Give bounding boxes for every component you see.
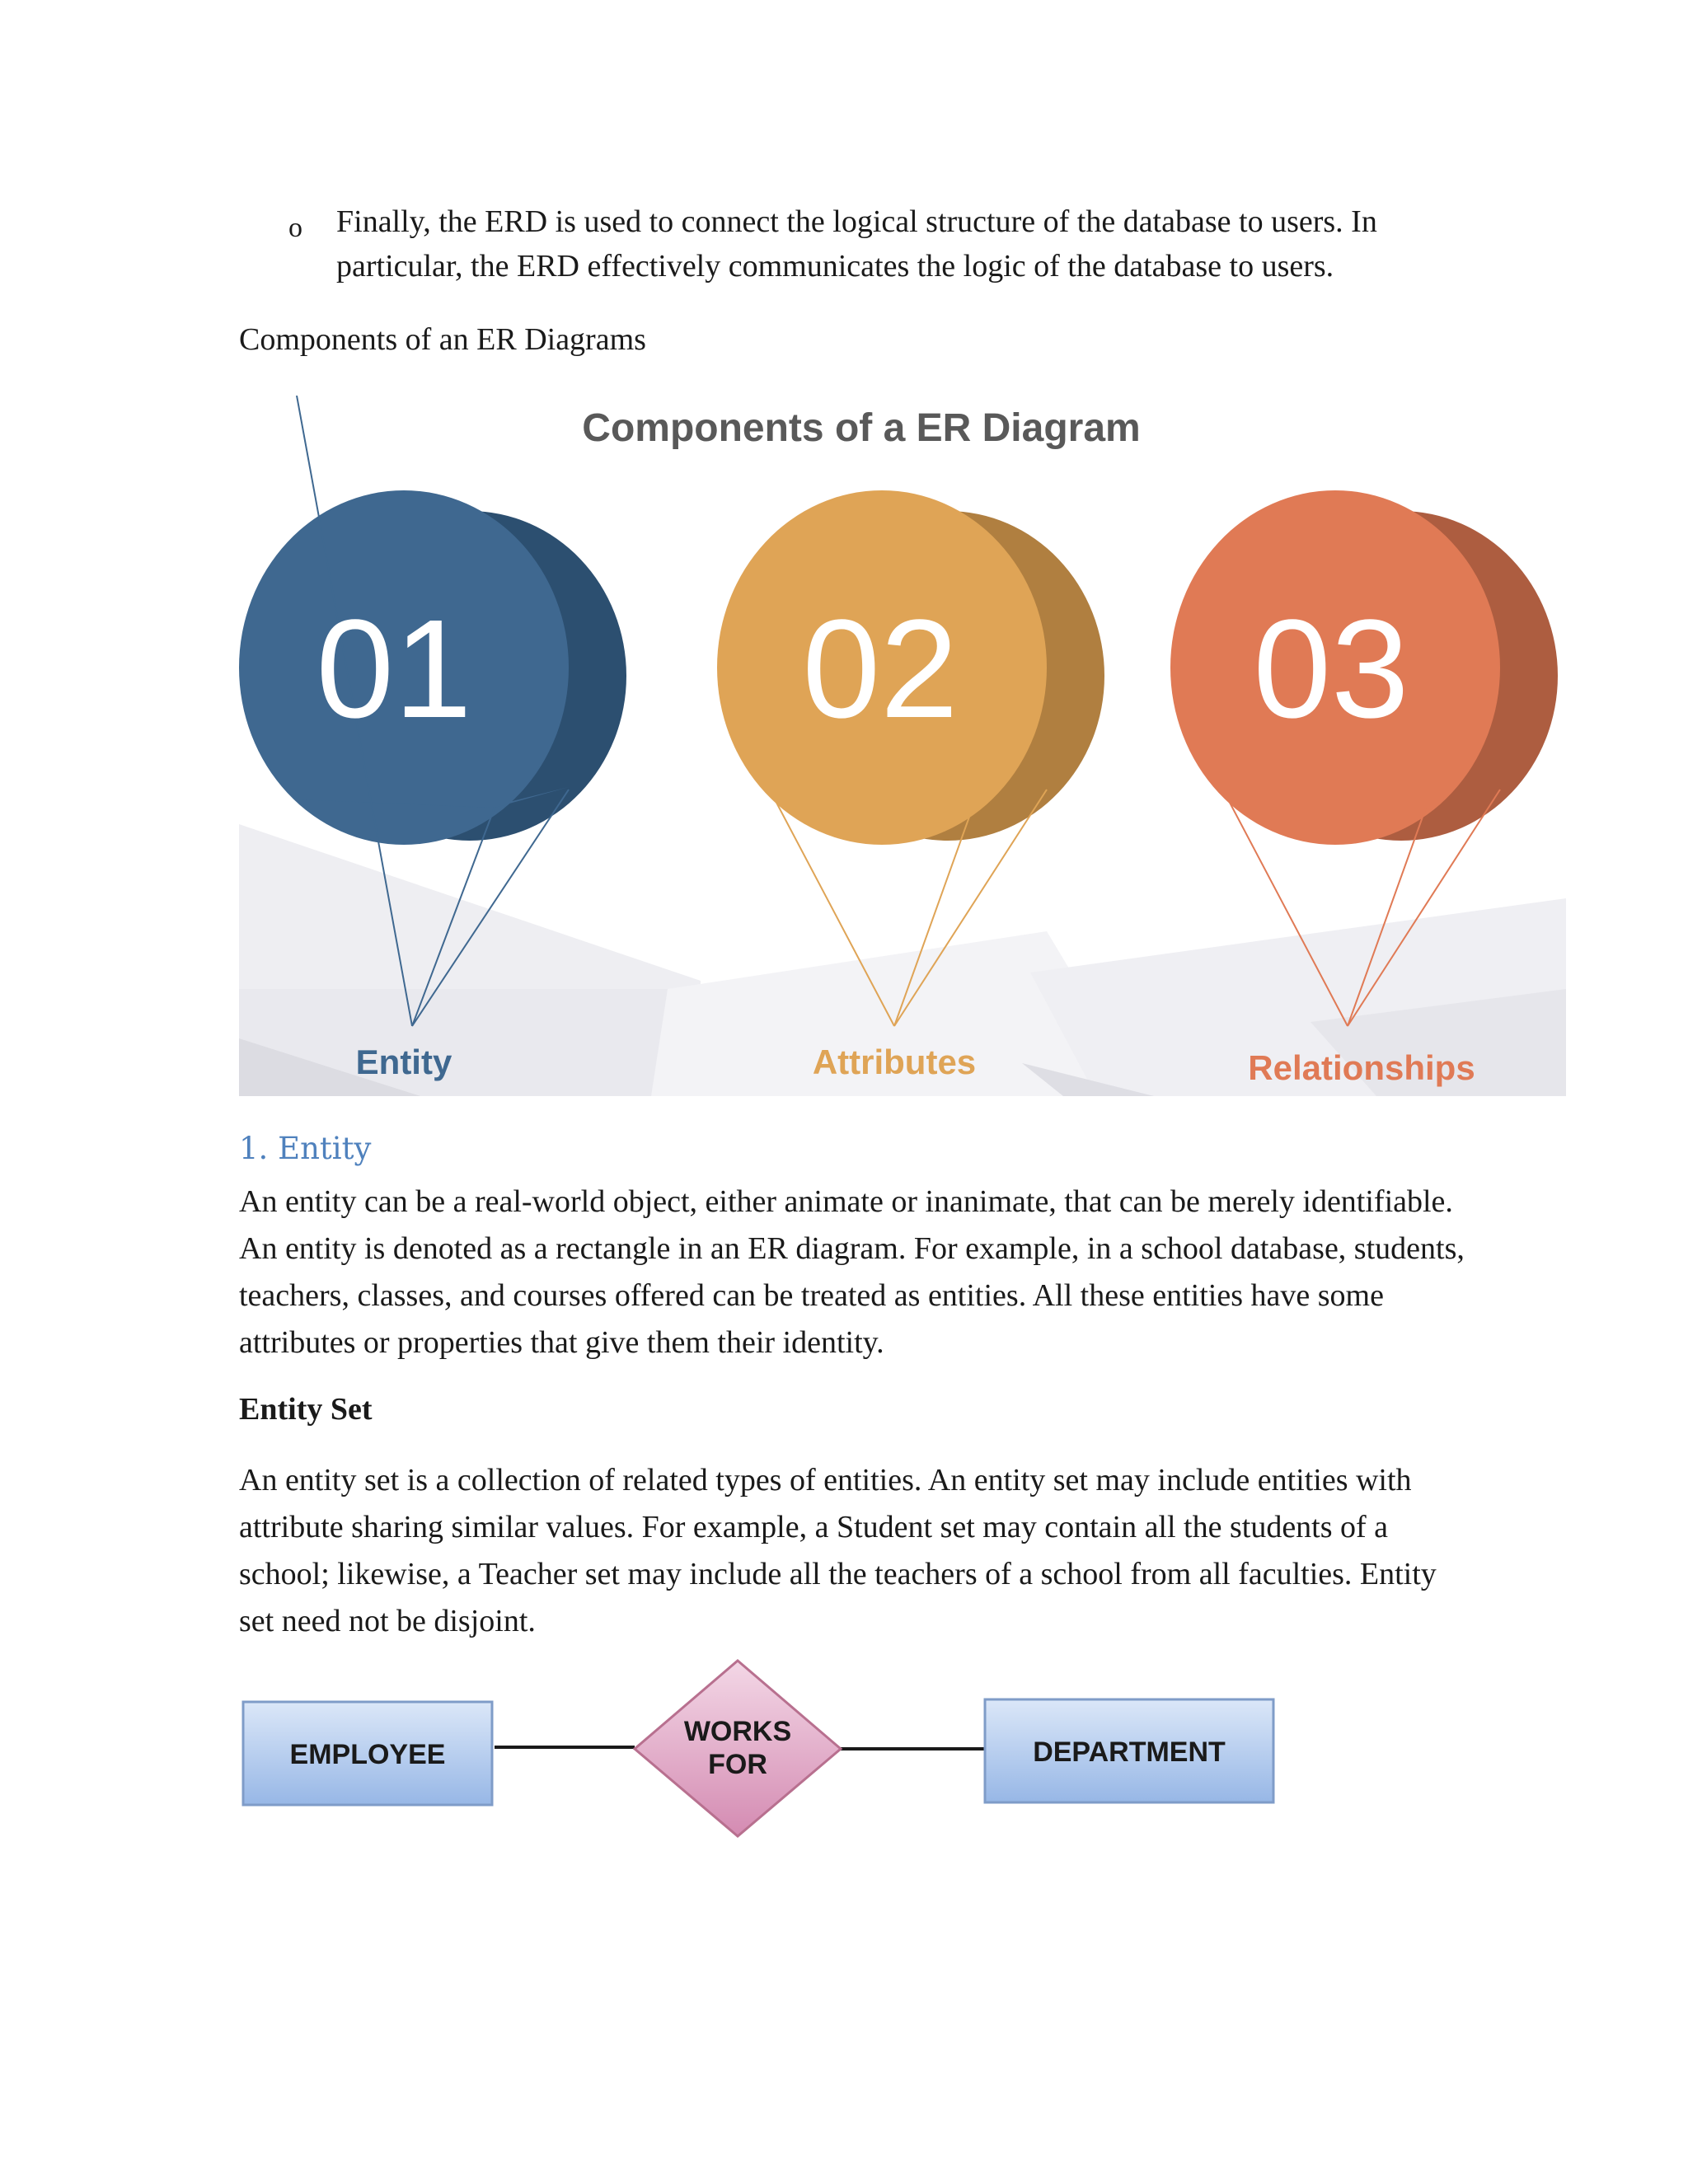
balloon-label: Relationships (1248, 1048, 1475, 1087)
bullet-marker: o (288, 213, 302, 243)
infographic-title: Components of a ER Diagram (582, 406, 1141, 450)
entity-set-heading: Entity Set (239, 1392, 373, 1427)
bullet-text: Finally, the ERD is used to connect the logical structure of the database to users. In particular, the ERD effectively communicates the logic of the database to users. (336, 204, 1377, 284)
entity-label-department: DEPARTMENT (1033, 1736, 1226, 1768)
balloon-number: 01 (316, 591, 472, 748)
section-heading-entity: 1. Entity (239, 1131, 372, 1166)
components-heading: Components of an ER Diagrams (239, 322, 646, 357)
entity-label-employee: EMPLOYEE (289, 1739, 446, 1770)
er-components-infographic (239, 396, 1566, 1113)
entity-set-paragraph: An entity set is a collection of related types of entities. An entity set may include entities with attribute sharing similar values. For example, a Student set may contain all the students of a school; likewise, a Teacher set may include all the teachers of a school from all faculties. Entity set need not be disjoint. (239, 1463, 1437, 1638)
entity-paragraph: An entity can be a real-world object, either animate or inanimate, that can be merely identifiable. An entity is denoted as a rectangle in an ER diagram. For example, in a school database, students, teachers, classes, and courses offered can be treated as entities. All these entities have some attributes or properties that give them their identity. (239, 1184, 1465, 1360)
relationship-label-line1: WORKS (683, 1716, 792, 1747)
balloon-label: Attributes (812, 1043, 977, 1081)
relationship-label-line2: FOR (708, 1749, 767, 1780)
employee-department-erd (239, 1657, 1278, 1846)
balloon-label: Entity (355, 1043, 452, 1081)
balloon-number: 02 (802, 591, 959, 748)
balloon-number: 03 (1253, 591, 1409, 748)
